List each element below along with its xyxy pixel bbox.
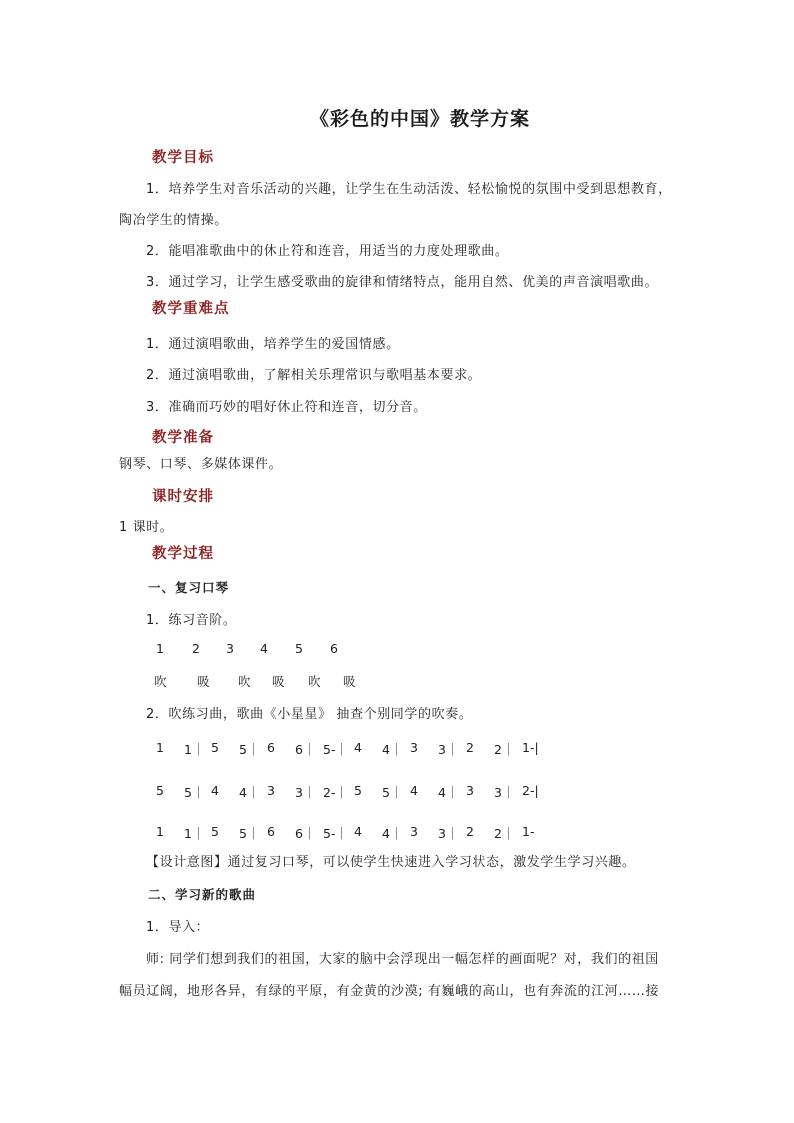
- scale-number: 6: [330, 641, 338, 656]
- score-note: 1: [156, 824, 164, 839]
- score-note: 3: [410, 824, 418, 839]
- score-note: 3: [410, 740, 418, 755]
- score-note: 4: [354, 740, 362, 755]
- scale-action: 吹: [308, 674, 321, 689]
- score-note: 1｜: [184, 742, 205, 757]
- score-note: 4: [354, 824, 362, 839]
- score-note: 4｜: [239, 785, 260, 800]
- scale-action: 吸: [343, 674, 356, 689]
- scale-action: 吸: [197, 674, 210, 689]
- score-note: 1-|: [522, 740, 539, 755]
- step-practice-song: 2．吹练习曲，歌曲《小星星》 抽查个别同学的吹奏。: [146, 707, 473, 722]
- objective-line-1: 1．培养学生对音乐活动的兴趣，让学生在生动活泼、轻松愉悦的氛围中受到思想教育，: [146, 182, 672, 197]
- score-note: 5: [354, 783, 362, 798]
- score-note: 6｜: [295, 826, 316, 841]
- score-note: 4｜: [382, 826, 403, 841]
- design-intent: 【设计意图】通过复习口琴，可以使学生快速进入学习状态，激发学生学习兴趣。: [146, 855, 636, 870]
- step-practice-scale: 1．练习音阶。: [146, 613, 237, 628]
- page-title: 《彩色的中国》教学方案: [309, 108, 530, 130]
- intro-paragraph-line-2: 幅员辽阔，地形各异，有绿的平原，有金黄的沙漠; 有巍峨的高山，也有奔流的江河……接: [119, 984, 660, 999]
- score-note: 6｜: [295, 742, 316, 757]
- score-note: 3: [267, 783, 275, 798]
- score-note: 2｜: [494, 742, 515, 757]
- heading-process: 教学过程: [152, 545, 214, 562]
- scale-number: 2: [192, 641, 200, 656]
- score-note: 1: [156, 740, 164, 755]
- objective-line-3: 3．通过学习，让学生感受歌曲的旋律和情绪特点，能用自然、优美的声音演唱歌曲。: [146, 275, 659, 290]
- score-note: 5-｜: [323, 826, 348, 841]
- step-introduction: 1．导入：: [146, 920, 210, 935]
- key-point-3: 3．准确而巧妙的唱好休止符和连音，切分音。: [146, 400, 427, 415]
- intro-paragraph-line-1: 师: 同学们想到我们的祖国，大家的脑中会浮现出一幅怎样的画面呢？对，我们的祖国: [146, 952, 659, 967]
- scale-number: 3: [226, 641, 234, 656]
- heading-learn-new-song: 二、学习新的歌曲: [148, 887, 257, 902]
- scale-action: 吹: [238, 674, 251, 689]
- score-note: 4｜: [382, 742, 403, 757]
- scale-number: 1: [156, 641, 164, 656]
- schedule-text: 1 课时。: [119, 520, 174, 535]
- score-note: 5: [156, 783, 164, 798]
- score-note: 3: [466, 783, 474, 798]
- scale-action: 吹: [154, 674, 167, 689]
- score-note: 1｜: [184, 826, 205, 841]
- score-note: 5｜: [239, 826, 260, 841]
- objective-line-1-cont: 陶冶学生的情操。: [119, 213, 228, 228]
- heading-preparation: 教学准备: [152, 429, 214, 446]
- score-note: 6: [267, 740, 275, 755]
- score-note: 5｜: [239, 742, 260, 757]
- score-note: 5: [211, 824, 219, 839]
- scale-number: 5: [295, 641, 303, 656]
- score-note: 1-: [522, 824, 535, 839]
- heading-schedule: 课时安排: [152, 488, 214, 505]
- heading-key-points: 教学重难点: [152, 300, 230, 317]
- heading-review-harmonica: 一、复习口琴: [148, 580, 230, 595]
- scale-action: 吸: [272, 674, 285, 689]
- score-note: 2-｜: [323, 785, 348, 800]
- preparation-text: 钢琴、口琴、多媒体课件。: [119, 457, 283, 472]
- score-note: 5｜: [184, 785, 205, 800]
- heading-objectives: 教学目标: [152, 149, 214, 166]
- score-note: 4: [410, 783, 418, 798]
- score-note: 2: [466, 824, 474, 839]
- score-note: 5-｜: [323, 742, 348, 757]
- score-note: 2｜: [494, 826, 515, 841]
- score-note: 4｜: [438, 785, 459, 800]
- score-note: 5｜: [382, 785, 403, 800]
- key-point-2: 2．通过演唱歌曲，了解相关乐理常识与歌唱基本要求。: [146, 368, 482, 383]
- score-note: 2-|: [522, 783, 539, 798]
- score-note: 2: [466, 740, 474, 755]
- score-note: 4: [211, 783, 219, 798]
- score-note: 3｜: [438, 826, 459, 841]
- score-note: 3｜: [494, 785, 515, 800]
- scale-number: 4: [260, 641, 268, 656]
- score-note: 6: [267, 824, 275, 839]
- score-note: 3｜: [438, 742, 459, 757]
- key-point-1: 1．通过演唱歌曲，培养学生的爱国情感。: [146, 337, 400, 352]
- objective-line-2: 2．能唱准歌曲中的休止符和连音，用适当的力度处理歌曲。: [146, 244, 509, 259]
- score-note: 3｜: [295, 785, 316, 800]
- score-note: 5: [211, 740, 219, 755]
